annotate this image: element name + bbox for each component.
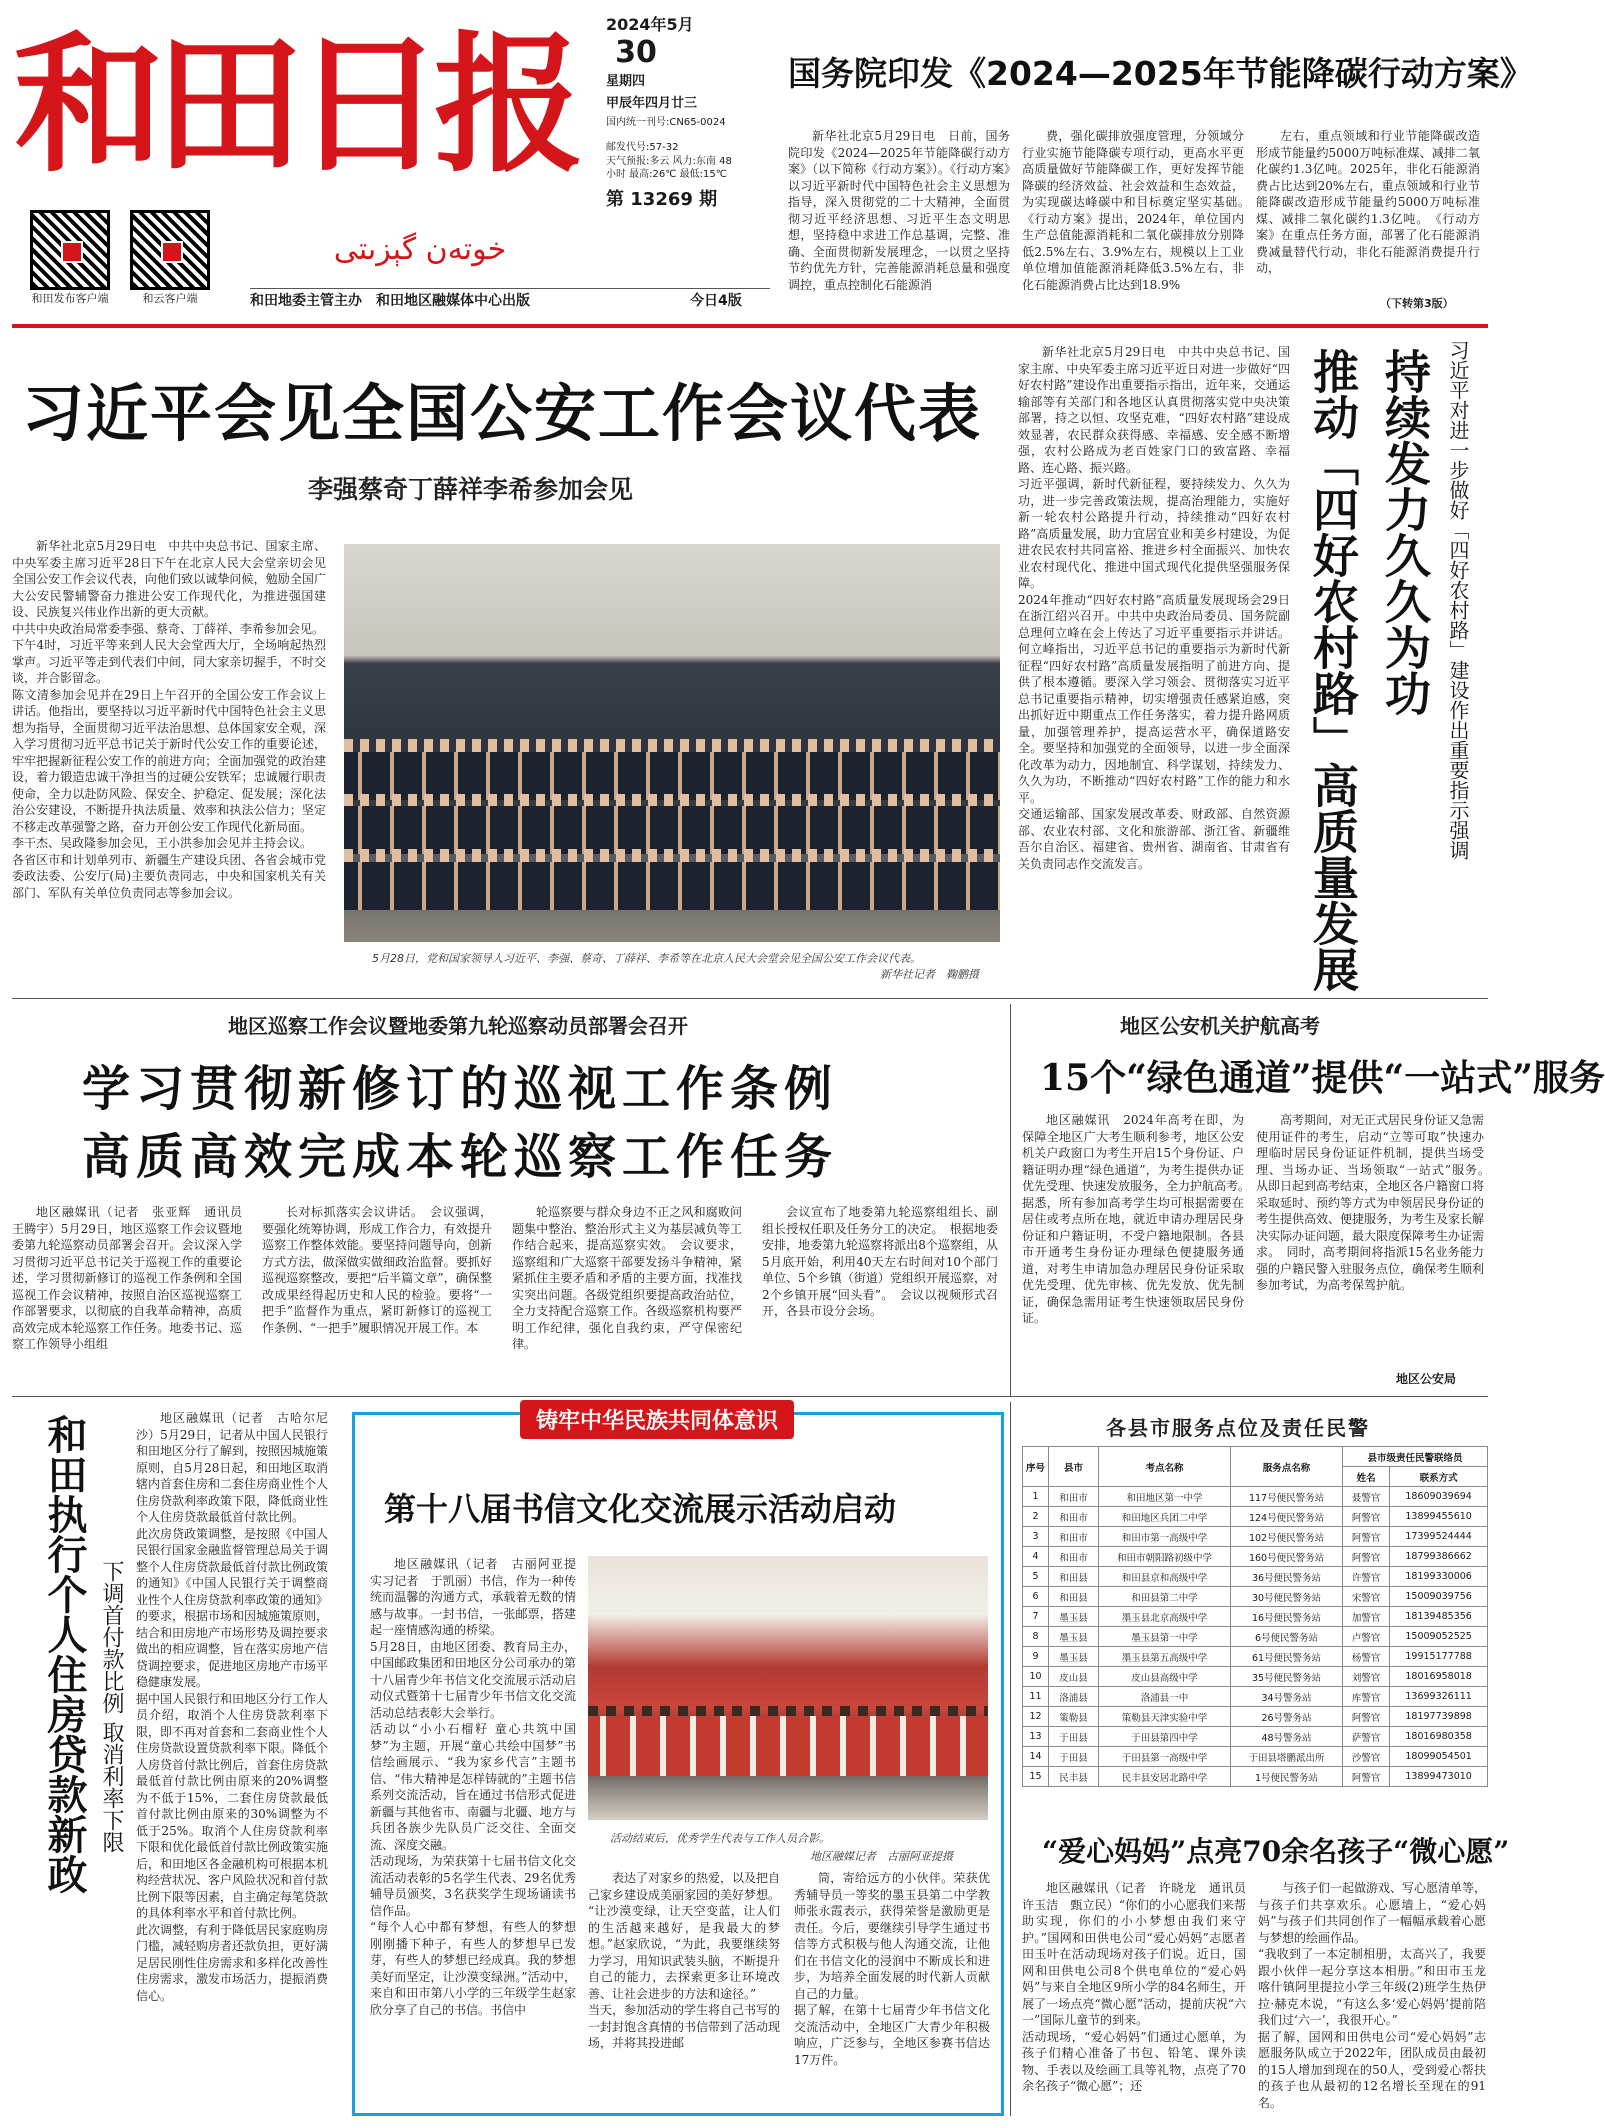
table-cell: 和田县京和高级中学 [1099,1567,1231,1587]
table-row [1023,1567,1488,1587]
table-cell: 墨玉县 [1049,1607,1099,1627]
table-cell: 和田地区第一中学 [1099,1487,1231,1507]
table-cell: 刘警官 [1343,1667,1390,1687]
table-cell: 民丰县 [1049,1767,1099,1787]
table-cell: 18016958018 [1390,1667,1488,1687]
th-phone: 联系方式 [1390,1467,1488,1487]
table-cell: 13 [1023,1727,1049,1747]
table-cell: 8 [1023,1627,1049,1647]
jump-line[interactable]: （下转第3版） [1380,297,1454,310]
table-cell: 18199330006 [1390,1567,1488,1587]
inspection-col4 [762,1204,998,1390]
paragraph: 轮巡察要与群众身边不正之风和腐败问题集中整治、整治形式主义为基层减负等工作结合起来，提高巡察实效。 会议要求，巡察组和广大巡察干部要发扬斗争精神，紧紧抓住主要矛盾和矛盾的主要方面，找准找实突出问题。各级党组织要提高政治站位，全力支持配合巡察工作。各级巡察机构要严明工作纪律，强化自我约束，严守保密纪律。 [512,1205,742,1351]
table-row [1023,1607,1488,1627]
qr-label: 和田发布客户端 [31,292,109,305]
lead-photo-credit: 新华社记者 鞠鹏摄 [880,968,979,981]
table-row [1023,1627,1488,1647]
table-cell: 15 [1023,1767,1049,1787]
table-cell: 卢警官 [1343,1627,1390,1647]
inspection-col2 [262,1204,492,1390]
table-row [1023,1587,1488,1607]
table-cell: 和田县 [1049,1587,1099,1607]
table-cell: 3 [1023,1527,1049,1547]
culture-photo-credit: 地区融媒记者 古丽阿亚提摄 [810,1850,953,1863]
table-row [1023,1487,1488,1507]
table-cell: 墨玉县第五高级中学 [1099,1647,1231,1667]
divider [1010,1004,1011,1396]
table-cell: 库警官 [1343,1687,1390,1707]
housing-subtitle: 下调首付款比例 取消利率下限 [99,1560,124,1853]
table-cell: 阿警官 [1343,1767,1390,1787]
police-title[interactable]: 15个“绿色通道”提供“一站式”服务 [1040,1057,1605,1099]
right-story-title-1[interactable]: 推动「四好农村路」高质量发展 [1306,348,1360,992]
table-cell: 2 [1023,1507,1049,1527]
table-cell: 策勒县 [1049,1707,1099,1727]
culture-col2 [588,1870,780,2102]
paragraph: 表达了对家乡的热爱，以及把自己家乡建设成美丽家园的美好梦想。 “让沙漠变绿，让天空变蓝，让人们的生活越来越好，是我最大的梦想。”赵家欣说，“为此，我要继续努力学习，用知识武装头脑，不断提升自己的能力，去探索更多让环境改善、让社会进步的方法和途径。” 当天，参加活动的学生将自己书写的一封封饱含真情的书信带到了活动现场，并将其投进邮 [588,1871,781,2050]
pages-today: 今日4版 [690,293,742,309]
table-cell: 18099054501 [1390,1747,1488,1767]
uyghur-title: خوتەن گېزىتى [333,232,507,267]
culture-tag: 铸牢中华民族共同体意识 [520,1400,794,1439]
table-cell: 16号便民警务站 [1231,1607,1343,1627]
table-cell: 洛浦县一中 [1099,1687,1231,1707]
inspection-title-1[interactable]: 学习贯彻新修订的巡视工作条例 [82,1061,839,1117]
inspection-col3 [512,1204,742,1390]
table-cell: 124号便民警务站 [1231,1507,1343,1527]
table-cell: 于田县第一高级中学 [1099,1747,1231,1767]
service-table [1022,1446,1488,1787]
paragraph: 新华社北京5月29日电 日前，国务院印发《2024—2025年节能降碳行动方案》（以下简称《行动方案》）。《行动方案》以习近平新时代中国特色社会主义思想为指导，深入贯彻党的二十大精神，全面贯彻习近平经济思想、习近平生态文明思想，坚持稳中求进工作总基调，完整、准确、全面贯彻新发展理念，一以贯之坚持节约优先方针，完善能源消耗总量和强度调控，重点控制化石能源消 [788,129,1011,292]
lead-photo-caption: 5月28日，党和国家领导人习近平、李强、蔡奇、丁薛祥、李希等在北京人民大会堂会见全国公安工作会议代表。 [372,952,921,965]
publisher: 和田地委主管主办 和田地区融媒体中心出版 [250,293,530,309]
housing-title[interactable]: 和田执行个人住房贷款新政 [41,1414,87,1894]
table-cell: 和田市 [1049,1527,1099,1547]
inspection-kicker: 地区巡察工作会议暨地委第九轮巡察动员部署会召开 [228,1014,688,1038]
table-cell: 6 [1023,1587,1049,1607]
right-story-body [1018,344,1290,980]
table-cell: 沙警官 [1343,1747,1390,1767]
table-cell: 11 [1023,1687,1049,1707]
table-cell: 4 [1023,1547,1049,1567]
date-day: 30 [615,35,657,70]
paragraph: 地区融媒讯（记者 古丽阿亚提 实习记者 于凯丽）书信，作为一种传统而温馨的沟通方式，承载着无数的情感与故事。一封书信，一张邮票，搭建起一座情感沟通的桥梁。 5月28日，由地区团委、教育局主办，中国邮政集团和田地区分公司承办的第十八届青少年书信文化交流展示活动启动仪式暨第十七届青少年书信文化交流活动总结表彰大会举行。 活动以“小小石榴籽 童心共筑中国梦”为主题，开展“童心共绘中国梦”书信绘画展示、“我为家乡代言”主题书信、“伟大精神是怎样铸就的”主题书信系列交流活动，旨在通过书信形式促进新疆与其他省市、南疆与北疆、地方与兵团各族少先队员广泛交往、全面交流、深度交融。 活动现场，为荣获第十七届书信文化交流活动表彰的5名学生代表、29名优秀辅导员颁奖，3名获奖学生现场诵读书信作品。 “每个人心中都有梦想，有些人的梦想刚刚播下种子，有些人的梦想早已发芽，有些人的梦想已经成真。我的梦想美好而坚定，让沙漠变绿洲。”活动中，来自和田市第八小学的三年级学生赵家欣分享了自己的书信。书信中 [370,1557,576,2017]
table-cell: 皮山县高级中学 [1099,1667,1231,1687]
paragraph: 费，强化碳排放强度管理，分领域分行业实施节能降碳专项行动，更高水平更高质量做好节能降碳工作，更好发挥节能降碳的经济效益、社会效益和生态效益，为实现碳达峰碳中和目标奠定坚实基础。 《行动方案》提出，2024年，单位国内生产总值能源消耗和二氧化碳排放分别降低2.5%左右、3.9%左右，规模以上工业单位增加值能源消耗降低3.5%左右，非化石能源消费占比达到18.9% [1022,129,1257,292]
th-no: 序号 [1023,1447,1049,1487]
paragraph: 地区融媒讯 2024年高考在即，为保障全地区广大考生顺利参考，地区公安机关户政窗口为考生开启15个身份证、户籍证明办理“绿色通道”，为考生提供办证优先受理、快速发放服务，全力护航高考。 据悉，所有参加高考学生均可根据需要在居住或考点所在地，就近申请办理居民身份证和户籍证明，不受户籍地限制。各县市开通考生身份证办理绿色便捷服务通道，对考生申请加急办理居民身份证采取优先受理、优先审核、优先发放、优先制证，确保急需用证考生快速领取居民身份证。 [1022,1113,1257,1325]
top-story-col2 [1022,128,1257,308]
table-cell: 杨警官 [1343,1647,1390,1667]
top-story-title[interactable]: 国务院印发《2024—2025年节能降碳行动方案》 [788,54,1533,93]
table-cell: 9 [1023,1647,1049,1667]
right-story-title-2[interactable]: 持续发力久久为功 [1378,348,1432,716]
housing-body [136,1410,328,2114]
weekday: 星期四 [606,74,646,89]
table-cell: 阿警官 [1343,1527,1390,1547]
paragraph: 高考期间，对无正式居民身份证又急需使用证件的考生，启动“立等可取”快速办理临时居民身份证证件机制，提供当场受理、当场办证、当场领取“一站式”服务。 从即日起到高考结束，全地区各户籍窗口将采取延时、预约等方式为申领居民身份证的考生提供高效、便捷服务，为考生及家长解决实际办证问题，最大限度保障考生办证需求。 同时，高考期间将指派15名业务能力强的户籍民警入驻服务点位，确保考生顺利参加考试，为高考保驾护航。 [1256,1113,1497,1292]
table-cell: 民丰县安居北路中学 [1099,1767,1231,1787]
table-cell: 1号便民警务站 [1231,1767,1343,1787]
table-row [1023,1687,1488,1707]
right-story-kicker: 习近平对进一步做好「四好农村路」建设作出重要指示强调 [1446,340,1470,860]
culture-title[interactable]: 第十八届书信文化交流展示活动启动 [384,1490,897,1528]
table-cell: 于田县第四中学 [1099,1727,1231,1747]
paragraph: 长对标抓落实会议讲话。 会议强调，要强化统筹协调，形成工作合力，有效提升巡察工作整体效能。要坚持问题导向，创新方式方法，做深做实做细政治监督。要抓好巡视巡察整改，要把“后半篇文章”，确保整改成果经得起历史和人民的检验。要将“一把手”监督作为重点，紧盯新修订的巡视工作条例、“一把手”履职情况开展工作。本 [262,1205,492,1335]
lead-story-subtitle: 李强蔡奇丁薛祥李希参加会见 [308,475,634,504]
issue-number: 第 13269 期 [606,189,718,210]
masthead-title: 和田日报 [14,17,575,193]
lead-story-body [12,538,326,1000]
postal-code: 邮发代号:57-32 [606,142,679,153]
table-cell: 聂警官 [1343,1487,1390,1507]
table-cell: 117号便民警务站 [1231,1487,1343,1507]
table-cell: 墨玉县北京高级中学 [1099,1607,1231,1627]
table-cell: 160号便民警务站 [1231,1547,1343,1567]
table-cell: 34号警务站 [1231,1687,1343,1707]
paragraph: 地区融媒讯（记者 张亚辉 通讯员 王腾宇）5月29日，地区巡察工作会议暨地委第九轮巡察动员部署会召开。会议深入学习贯彻习近平总书记关于巡视工作的重要论述，学习贯彻新修订的巡视工作条例和全国巡视工作会议精神，按照自治区巡视巡察工作部署要求，以彻底的自我革命精神，高质高效完成本轮巡察工作任务。地委书记、巡察工作领导小组组 [12,1205,255,1351]
paragraph: 左右，重点领域和行业节能降碳改造形成节能量约5000万吨标准煤、减排二氧化碳约1.3亿吨。2025年，非化石能源消费占比达到20%左右，重点领域和行业节能降碳改造形成节能量约5000万吨标准煤、减排二氧化碳约1.3亿吨。 《行动方案》在重点任务方面，部署了化石能源消费减量替代行动，非化石能源消费提升行动， [1256,129,1480,275]
table-cell: 和田县 [1049,1567,1099,1587]
inspection-col1 [12,1204,255,1390]
lead-photo [344,544,1000,942]
table-cell: 7 [1023,1607,1049,1627]
culture-photo [588,1556,988,1820]
table-cell: 许警官 [1343,1567,1390,1587]
divider [12,998,1488,999]
table-cell: 13699326111 [1390,1687,1488,1707]
table-cell: 10 [1023,1667,1049,1687]
table-title: 各县市服务点位及责任民警 [1106,1416,1370,1440]
police-kicker: 地区公安机关护航高考 [1120,1014,1320,1038]
lead-story-title[interactable]: 习近平会见全国公安工作会议代表 [22,377,983,450]
divider [12,1396,1488,1397]
table-cell: 18799386662 [1390,1547,1488,1567]
table-cell: 18139485356 [1390,1607,1488,1627]
table-cell: 于田县 [1049,1727,1099,1747]
table-cell: 阿警官 [1343,1507,1390,1527]
weather: 天气预报:多云 风力:东南 48 小时 最高:26℃ 最低:15℃ [606,156,732,180]
table-cell: 墨玉县 [1049,1627,1099,1647]
table-cell: 于田县 [1049,1747,1099,1767]
inspection-title-2[interactable]: 高质高效完成本轮巡察工作任务 [82,1129,839,1185]
table-row [1023,1667,1488,1687]
table-cell: 策勒县天津实验中学 [1099,1707,1231,1727]
th-exam-site: 考点名称 [1099,1447,1231,1487]
mother-title[interactable]: “爱心妈妈”点亮70余名孩子“微心愿” [1042,1835,1510,1868]
top-story-col3 [1256,128,1480,288]
th-service: 服务点名称 [1231,1447,1343,1487]
table-cell: 宋警官 [1343,1587,1390,1607]
table-cell: 35号便民警务站 [1231,1667,1343,1687]
table-row [1023,1647,1488,1667]
th-name: 姓名 [1343,1467,1390,1487]
cn-number: 国内统一刊号:CN65-0024 [606,117,726,128]
paragraph: 新华社北京5月29日电 中共中央总书记、国家主席、中央军委主席习近平近日对进一步做好“四好农村路”建设作出重要指示指出，近年来，交通运输部等有关部门和各地区认真贯彻落实党中央决策部署，持之以恒、攻坚克难，“四好农村路”建设成效显著，农民群众获得感、幸福感、安全感不断增强，农村公路成为老百姓家门口的致富路、幸福路、连心路、振兴路。 习近平强调，新时代新征程，要持续发力、久久为功，进一步完善政策法规，提高治理能力，实施好新一轮农村公路提升行动，持续推动“四好农村路”高质量发展，助力宜居宜业和美乡村建设，为促进农民农村共同富裕、推进乡村全面振兴、加快农业农村现代化、推进中国式现代化提供坚强服务保障。 2024年推动“四好农村路”高质量发展现场会29日在浙江绍兴召开。中共中央政治局委员、国务院副总理何立峰在会上传达了习近平重要指示并讲话。何立峰指出，习近平总书记的重要指示为新时代新征程“四好农村路”高质量发展指明了前进方向、提供了根本遵循。要深入学习领会、贯彻落实习近平总书记重要指示精神，切实增强责任感紧迫感，突出抓好近中期重点工作任务落实，着力提升路网质量，加强管理养护，提高运营水平，确保道路安全。要坚持和加强党的全面领导，以进一步全面深化改革为动力，因地制宜、科学谋划，持续发力、久久为功，不断推动“四好农村路”工作的能力和水平。 交通运输部、国家发展改革委、财政部、自然资源部、农业农村部、文化和旅游部、浙江省、新疆维吾尔自治区、福建省、贵州省、湖南省、甘肃省有关负责同志作交流发言。 [1018,345,1290,871]
table-cell: 6号便民警务站 [1231,1627,1343,1647]
qr-code-icon [130,210,210,290]
date-year-month: 2024年5月 [606,15,694,34]
th-county: 县市 [1049,1447,1099,1487]
police-col1 [1022,1112,1257,1374]
divider [250,288,770,289]
table-cell: 26号警务站 [1231,1707,1343,1727]
th-contact-group: 县市级责任民警联络员 [1343,1447,1488,1467]
table-cell: 阿警官 [1343,1547,1390,1567]
table-cell: 皮山县 [1049,1667,1099,1687]
table-row [1023,1727,1488,1747]
qr-code-app[interactable] [30,210,110,306]
table-cell: 阿警官 [1343,1707,1390,1727]
top-story-col1 [788,128,1010,308]
mother-col2 [1258,1880,1486,2116]
culture-photo-caption: 活动结束后，优秀学生代表与工作人员合影。 [610,1832,830,1845]
table-cell: 和田市 [1049,1507,1099,1527]
police-byline: 地区公安局 [1396,1372,1457,1386]
culture-col3 [794,1870,990,2102]
qr-label: 和云客户端 [142,292,198,305]
table-cell: 17399524444 [1390,1527,1488,1547]
table-cell: 墨玉县 [1049,1647,1099,1667]
qr-code-cloud[interactable] [130,210,210,306]
table-cell: 13899455610 [1390,1507,1488,1527]
paragraph: 新华社北京5月29日电 中共中央总书记、国家主席、中央军委主席习近平28日下午在北京人民大会堂亲切会见全国公安工作会议代表，向他们致以诚挚问候，勉励全国广大公安民警辅警奋力推进公安工作现代化，为推进强国建设、民族复兴伟业作出新的更大贡献。 中共中央政治局常委李强、蔡奇、丁薛祥、李希参加会见。 下午4时，习近平等来到人民大会堂西大厅，全场响起热烈掌声。习近平等走到代表们中间，同大家亲切握手，不时交谈，并合影留念。 陈文清参加会见并在29日上午召开的全国公安工作会议上讲话。他指出，要坚持以习近平新时代中国特色社会主义思想为指导，全面贯彻习近平法治思想、总体国家安全观，深入学习贯彻习近平总书记关于新时代公安工作的重要论述，牢牢把握新征程公安工作的前进方向；全面加强党的政治建设，着力锻造忠诚干净担当的过硬公安铁军；忠诚履行职责使命，全力以赴防风险、保安全、护稳定、促发展；深化法治公安建设，不断提升执法质量、效率和执法公信力；坚定不移走改革强警之路，奋力开创公安工作现代化新局面。 李干杰、吴政隆参加会见，王小洪参加会见并主持会议。 各省区市和计划单列市、新疆生产建设兵团、各省会城市党委政法委、公安厅(局)主要负责同志，中央和国家机关有关部门、军队有关单位负责同志等参加会议。 [12,539,326,900]
culture-col1 [370,1556,576,2100]
table-row [1023,1767,1488,1787]
paragraph: 筒，寄给远方的小伙伴。荣获优秀辅导员一等奖的墨玉县第二中学教师张永霞表示，获得荣誉是激励更是责任。今后，要继续引导学生通过书信等方式积极与他人沟通交流，让他们在书信文化的浸润中不断成长和进步，为培养全面发展的时代新人贡献自己的力量。 据了解，在第十七届青少年书信文化交流活动中，全地区广大青少年积极响应，广泛参与，全地区参赛书信达17万件。 [794,1871,990,2067]
table-cell: 13899473010 [1390,1767,1488,1787]
table-row [1023,1507,1488,1527]
paragraph: 地区融媒讯（记者 许晓龙 通讯员 许玉洁 甄立民）“你们的小心愿我们来帮助实现，你们的小小梦想由我们来守护。”国网和田供电公司“爱心妈妈”志愿者田玉叶在活动现场对孩子们说。近日，国网和田供电公司8个供电单位的“爱心妈妈”与来自全地区9所小学的84名师生，开展了一场点亮“微心愿”活动，提前庆祝“六一”国际儿童节的到来。 活动现场，“爱心妈妈”们通过心愿单，为孩子们精心准备了书包、铅笔、课外读物、手表以及绘画工具等礼物，点亮了70余名孩子“微心愿”；还 [1022,1881,1246,2093]
paragraph: 与孩子们一起做游戏、写心愿清单等，与孩子们共享欢乐。心愿墙上，“爱心妈妈”与孩子们共同创作了一幅幅承载着心愿与梦想的绘画作品。 “我收到了一本定制相册，太高兴了，我要跟小伙伴一起分享这本相册。”和田市玉龙喀什镇阿里提拉小学三年级(2)班学生热伊拉·赫克木说，“有这么多‘爱心妈妈’提前陪我们过‘六一’，我很开心。” 据了解，国网和田供电公司“爱心妈妈”志愿服务队成立于2022年，团队成员由最初的15人增加到现在的50人，受到爱心帮扶的孩子也从最初的12名增长至现在的91名。 [1258,1881,1487,2110]
table-cell: 和田市 [1049,1487,1099,1507]
table-cell: 墨玉县第一中学 [1099,1627,1231,1647]
table-cell: 15009039756 [1390,1587,1488,1607]
table-cell: 12 [1023,1707,1049,1727]
table-cell: 5 [1023,1567,1049,1587]
table-cell: 48号警务站 [1231,1727,1343,1747]
table-cell: 和田县第二中学 [1099,1587,1231,1607]
table-cell: 102号便民警务站 [1231,1527,1343,1547]
table-cell: 61号便民警务站 [1231,1647,1343,1667]
table-cell: 和田市朝阳路初级中学 [1099,1547,1231,1567]
qr-code-icon [30,210,110,290]
paragraph: 会议宣布了地委第九轮巡察组组长、副组长授权任职及任务分工的决定。 根据地委安排，地委第九轮巡察将派出8个巡察组，从5月底开始，利用40天左右时间对10个部门单位、5个乡镇（街道）党组织开展巡察，对2个乡镇开展“回头看”。 会议以视频形式召开，各县市设分会场。 [762,1205,998,1318]
table-cell: 于田县塔鹏派出所 [1231,1747,1343,1767]
table-cell: 和田地区兵团二中学 [1099,1507,1231,1527]
date-block [606,12,776,211]
table-cell: 19915177788 [1390,1647,1488,1667]
table-cell: 30号便民警务站 [1231,1587,1343,1607]
table-row [1023,1547,1488,1567]
table-cell: 加警官 [1343,1607,1390,1627]
lunar-date: 甲辰年四月廿三 [606,96,698,111]
table-cell: 14 [1023,1747,1049,1767]
table-cell: 18016980358 [1390,1727,1488,1747]
table-cell: 1 [1023,1487,1049,1507]
table-row [1023,1747,1488,1767]
table-cell: 18197739898 [1390,1707,1488,1727]
table-row [1023,1707,1488,1727]
table-cell: 36号便民警务站 [1231,1567,1343,1587]
police-col2 [1256,1112,1497,1370]
table-cell: 18609039694 [1390,1487,1488,1507]
mother-col1 [1022,1880,1246,2116]
masthead-rule [12,324,1488,328]
table-cell: 和田市 [1049,1547,1099,1567]
table-cell: 15009052525 [1390,1627,1488,1647]
table-cell: 萨警官 [1343,1727,1390,1747]
paragraph: 地区融媒讯（记者 古哈尔尼沙）5月29日，记者从中国人民银行和田地区分行了解到，按照因城施策原则，自5月28日起，和田地区取消辖内首套住房和二套住房商业性个人住房贷款利率政策下限，降低商业性个人住房贷款最低首付款比例。 此次房贷政策调整，是按照《中国人民银行国家金融监督管理总局关于调整个人住房贷款最低首付款比例政策的通知》《中国人民银行关于调整商业性个人住房贷款利率政策的通知》的要求，根据市场和因城施策原则，结合和田房地产市场形势及调控要求做出的相应调整，旨在落实房地产信贷调控要求，促进地区房地产市场平稳健康发展。 据中国人民银行和田地区分行工作人员介绍，取消个人住房贷款利率下限，即不再对首套和二套商业性个人住房贷款设置贷款利率下限。降低个人房贷首付款比例后，首套住房贷款最低首付款比例由原来的20%调整为不低于15%，二套住房贷款最低首付款比例由原来的30%调整为不低于25%。取消个人住房贷款利率下限和优化最低首付款比例政策实施后，和田地区各金融机构可根据本机构经营状况、客户风险状况和首付款比例下限等因素，自主确定每笔贷款的具体利率水平和首付款比例。 此次调整，有利于降低居民家庭购房门槛，减轻购房者还款负担，更好满足居民刚性住房需求和多样化改善性住房需求，激发市场活力，提振消费信心。 [136,1411,329,2003]
table-cell: 洛浦县 [1049,1687,1099,1707]
table-row [1023,1527,1488,1547]
table-cell: 和田市第一高级中学 [1099,1527,1231,1547]
divider [1010,1402,1011,2116]
